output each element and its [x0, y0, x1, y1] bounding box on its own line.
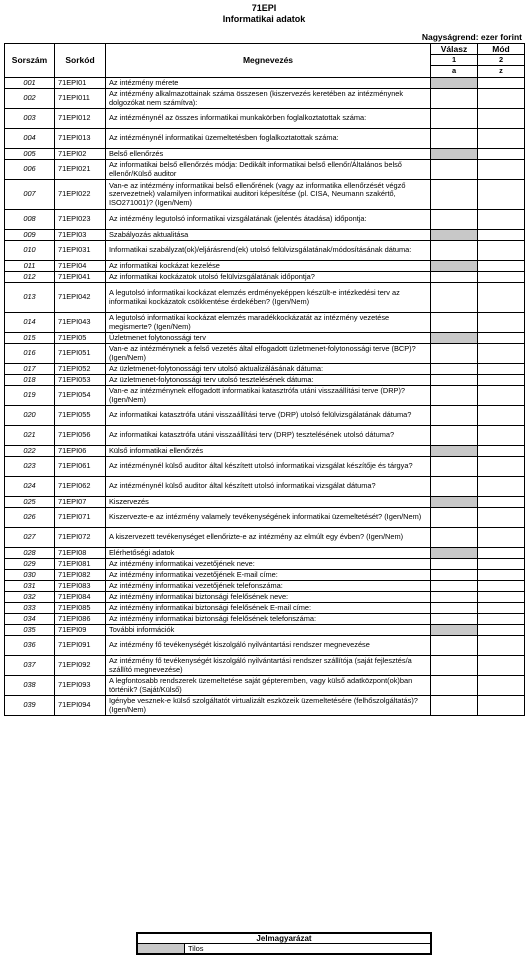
row-description: Kiszervezés	[106, 497, 431, 508]
mode-cell	[478, 313, 525, 333]
row-description: Kiszervezte-e az intézmény valamely tevékenységének informatikai üzemeltetését? (Igen/Nem)	[106, 508, 431, 528]
answer-cell[interactable]	[431, 272, 478, 283]
table-row	[5, 528, 525, 548]
row-code: 71EPI08	[55, 548, 106, 559]
answer-cell[interactable]	[431, 457, 478, 477]
row-description: Az intézmény informatikai vezetőjének neve:	[106, 559, 431, 570]
col-letter-mod: z	[478, 66, 525, 78]
col-header-valasz: Válasz	[431, 44, 478, 55]
table-row	[5, 696, 525, 716]
table-row	[5, 559, 525, 570]
answer-cell[interactable]	[431, 386, 478, 406]
row-code: 71EPI04	[55, 261, 106, 272]
row-description: Van-e az intézménynek a felső vezetés által elfogadott üzletmenet-folytonossági terve (BCP)? (Igen/Nem)	[106, 344, 431, 364]
row-description: A legfontosabb rendszerek üzemeltetése saját gépteremben, vagy külső adatközpont(ok)ban történik? (Saját/Külső)	[106, 676, 431, 696]
row-code: 71EPI052	[55, 364, 106, 375]
row-number: 003	[5, 109, 55, 129]
data-table	[4, 43, 525, 716]
row-code: 71EPI084	[55, 592, 106, 603]
row-description: Az intézménynél külső auditor által készített utolsó informatikai vizsgálat dátuma?	[106, 477, 431, 497]
table-row	[5, 592, 525, 603]
answer-cell[interactable]	[431, 636, 478, 656]
row-code: 71EPI011	[55, 89, 106, 109]
row-description: Az intézmény informatikai biztonsági felelősének neve:	[106, 592, 431, 603]
row-code: 71EPI05	[55, 333, 106, 344]
answer-cell[interactable]	[431, 656, 478, 676]
mode-cell	[478, 528, 525, 548]
row-number: 036	[5, 636, 55, 656]
row-number: 020	[5, 406, 55, 426]
row-description: Az intézménynél az összes informatikai munkakörben foglalkoztatottak száma:	[106, 109, 431, 129]
table-row	[5, 625, 525, 636]
mode-cell	[478, 426, 525, 446]
row-number: 023	[5, 457, 55, 477]
mode-cell	[478, 570, 525, 581]
row-code: 71EPI092	[55, 656, 106, 676]
col-num-mod: 2	[478, 55, 525, 66]
row-code: 71EPI093	[55, 676, 106, 696]
answer-cell[interactable]	[431, 89, 478, 109]
mode-cell	[478, 603, 525, 614]
row-description: Külső informatikai ellenőrzés	[106, 446, 431, 457]
mode-cell	[478, 230, 525, 241]
form-code: 71EPI	[251, 3, 277, 13]
row-code: 71EPI043	[55, 313, 106, 333]
table-row	[5, 386, 525, 406]
table-row	[5, 477, 525, 497]
row-code: 71EPI021	[55, 160, 106, 180]
mode-cell	[478, 636, 525, 656]
row-code: 71EPI041	[55, 272, 106, 283]
row-description: A legutolsó informatikai kockázat elemzés maradékkockázatát az intézmény vezetése megismerte? (Igen/Nem)	[106, 313, 431, 333]
row-number: 035	[5, 625, 55, 636]
row-code: 71EPI056	[55, 426, 106, 446]
col-header-mod: Mód	[478, 44, 525, 55]
col-header-sorszam: Sorszám	[5, 44, 55, 78]
table-row	[5, 457, 525, 477]
mode-cell	[478, 406, 525, 426]
mode-cell	[478, 149, 525, 160]
row-number: 010	[5, 241, 55, 261]
mode-cell	[478, 625, 525, 636]
row-description: Az intézmény fő tevékenységét kiszolgáló nyilvántartási rendszer szállítója (saját fejlesztés/a szállító megnevezése)	[106, 656, 431, 676]
table-row	[5, 581, 525, 592]
answer-cell[interactable]	[431, 313, 478, 333]
row-description: Az intézmény fő tevékenységét kiszolgáló nyilvántartási rendszer megnevezése	[106, 636, 431, 656]
col-header-sorkod: Sorkód	[55, 44, 106, 78]
table-row	[5, 406, 525, 426]
row-code: 71EPI071	[55, 508, 106, 528]
table-row	[5, 261, 525, 272]
row-description: Informatikai szabályzat(ok)/eljárásrend(ek) utolsó felülvizsgálatának/módosításának dátuma:	[106, 241, 431, 261]
table-row	[5, 548, 525, 559]
mode-cell	[478, 581, 525, 592]
mode-cell	[478, 676, 525, 696]
mode-cell	[478, 241, 525, 261]
row-number: 017	[5, 364, 55, 375]
row-description: Belső ellenőrzés	[106, 149, 431, 160]
row-number: 037	[5, 656, 55, 676]
row-number: 011	[5, 261, 55, 272]
row-description: Az informatikai belső ellenőrzés módja: Dedikált informatikai belső ellenőr/Általános belső ellenőr/Külső auditor	[106, 160, 431, 180]
row-number: 007	[5, 180, 55, 210]
mode-cell	[478, 446, 525, 457]
answer-cell[interactable]	[431, 477, 478, 497]
row-number: 006	[5, 160, 55, 180]
forbidden-cell	[431, 261, 478, 272]
row-number: 012	[5, 272, 55, 283]
table-row	[5, 78, 525, 89]
row-number: 022	[5, 446, 55, 457]
table-row	[5, 313, 525, 333]
col-letter-valasz: a	[431, 66, 478, 78]
row-description: Az üzletmenet-folytonossági terv utolsó tesztelésének dátuma:	[106, 375, 431, 386]
table-row	[5, 241, 525, 261]
table-row	[5, 676, 525, 696]
mode-cell	[478, 614, 525, 625]
row-number: 002	[5, 89, 55, 109]
row-code: 71EPI09	[55, 625, 106, 636]
legend-swatch	[137, 944, 185, 955]
mode-cell	[478, 180, 525, 210]
mode-cell	[478, 129, 525, 149]
row-description: Az informatikai kockázat kezelése	[106, 261, 431, 272]
row-description: Van-e az intézménynek elfogadott informatikai katasztrófa utáni visszaállítási terve (DRP)? (Igen/Nem)	[106, 386, 431, 406]
answer-cell[interactable]	[431, 344, 478, 364]
row-number: 031	[5, 581, 55, 592]
mode-cell	[478, 344, 525, 364]
forbidden-cell	[431, 149, 478, 160]
row-number: 033	[5, 603, 55, 614]
answer-cell[interactable]	[431, 210, 478, 230]
row-code: 71EPI061	[55, 457, 106, 477]
mode-cell	[478, 508, 525, 528]
mode-cell	[478, 592, 525, 603]
row-description: További információk	[106, 625, 431, 636]
row-code: 71EPI072	[55, 528, 106, 548]
row-code: 71EPI053	[55, 375, 106, 386]
row-code: 71EPI055	[55, 406, 106, 426]
row-number: 013	[5, 283, 55, 313]
row-description: Az intézmény informatikai biztonsági felelősének telefonszáma:	[106, 614, 431, 625]
mode-cell	[478, 457, 525, 477]
mode-cell	[478, 210, 525, 230]
table-row	[5, 375, 525, 386]
table-row	[5, 364, 525, 375]
row-code: 71EPI06	[55, 446, 106, 457]
row-description: Az intézmény informatikai vezetőjének telefonszáma:	[106, 581, 431, 592]
row-code: 71EPI013	[55, 129, 106, 149]
row-code: 71EPI03	[55, 230, 106, 241]
table-row	[5, 656, 525, 676]
row-description: Az informatikai katasztrófa utáni visszaállítási terve (DRP) utolsó felülvizsgálatának dátuma?	[106, 406, 431, 426]
answer-cell[interactable]	[431, 603, 478, 614]
row-description: Szabályozás aktualitása	[106, 230, 431, 241]
mode-cell	[478, 78, 525, 89]
answer-cell[interactable]	[431, 426, 478, 446]
row-number: 005	[5, 149, 55, 160]
forbidden-cell	[431, 497, 478, 508]
answer-cell[interactable]	[431, 696, 478, 716]
mode-cell	[478, 477, 525, 497]
table-row	[5, 603, 525, 614]
answer-cell[interactable]	[431, 364, 478, 375]
row-description: Az intézmény alkalmazottainak száma összesen (kiszervezés keretében az intézménynek dolgozókat nem számítva):	[106, 89, 431, 109]
row-code: 71EPI022	[55, 180, 106, 210]
table-row	[5, 109, 525, 129]
row-number: 032	[5, 592, 55, 603]
forbidden-cell	[431, 230, 478, 241]
table-row	[5, 129, 525, 149]
row-number: 026	[5, 508, 55, 528]
table-row	[5, 210, 525, 230]
row-code: 71EPI086	[55, 614, 106, 625]
mode-cell	[478, 261, 525, 272]
forbidden-cell	[431, 446, 478, 457]
answer-cell[interactable]	[431, 559, 478, 570]
form-title: Informatikai adatok	[222, 14, 306, 24]
table-row	[5, 180, 525, 210]
table-row	[5, 230, 525, 241]
table-body	[5, 78, 525, 716]
row-number: 009	[5, 230, 55, 241]
answer-cell[interactable]	[431, 129, 478, 149]
row-description: Az intézmény informatikai biztonsági felelősének E-mail címe:	[106, 603, 431, 614]
row-code: 71EPI01	[55, 78, 106, 89]
mode-cell	[478, 109, 525, 129]
row-code: 71EPI062	[55, 477, 106, 497]
row-description: A legutolsó informatikai kockázat elemzés erdményeképpen készült-e intézkedési terv az informatikai kockázatok csökkentése érdekében? (Igen/Nem)	[106, 283, 431, 313]
table-row	[5, 497, 525, 508]
mode-cell	[478, 272, 525, 283]
row-code: 71EPI091	[55, 636, 106, 656]
row-code: 71EPI054	[55, 386, 106, 406]
row-number: 028	[5, 548, 55, 559]
answer-cell[interactable]	[431, 406, 478, 426]
table-row	[5, 508, 525, 528]
row-code: 71EPI012	[55, 109, 106, 129]
row-code: 71EPI031	[55, 241, 106, 261]
row-number: 018	[5, 375, 55, 386]
row-description: Az intézmény informatikai vezetőjének E-mail címe:	[106, 570, 431, 581]
forbidden-cell	[431, 548, 478, 559]
legend	[136, 932, 432, 955]
row-number: 034	[5, 614, 55, 625]
mode-cell	[478, 696, 525, 716]
row-number: 030	[5, 570, 55, 581]
answer-cell[interactable]	[431, 241, 478, 261]
mode-cell	[478, 364, 525, 375]
table-row	[5, 426, 525, 446]
table-row	[5, 160, 525, 180]
answer-cell[interactable]	[431, 528, 478, 548]
row-description: Az üzletmenet-folytonossági terv utolsó aktualizálásának dátuma:	[106, 364, 431, 375]
mode-cell	[478, 89, 525, 109]
forbidden-cell	[431, 333, 478, 344]
row-description: A kiszervezett tevékenységet ellenőrizte-e az intézmény az elmúlt egy évben? (Igen/Nem)	[106, 528, 431, 548]
mode-cell	[478, 375, 525, 386]
row-description: Az intézmény legutolsó informatikai vizsgálatának (jelentés átadása) időpontja:	[106, 210, 431, 230]
answer-cell[interactable]	[431, 508, 478, 528]
row-description: Az informatikai katasztrófa utáni visszaállítási terv (DRP) tesztelésének utolsó dátuma?	[106, 426, 431, 446]
answer-cell[interactable]	[431, 570, 478, 581]
answer-cell[interactable]	[431, 375, 478, 386]
row-number: 008	[5, 210, 55, 230]
table-row	[5, 283, 525, 313]
table-row	[5, 446, 525, 457]
mode-cell	[478, 160, 525, 180]
mode-cell	[478, 656, 525, 676]
unit-label: Nagyságrend: ezer forint	[421, 32, 522, 42]
table-row	[5, 344, 525, 364]
row-description: Az intézmény mérete	[106, 78, 431, 89]
answer-cell[interactable]	[431, 676, 478, 696]
mode-cell	[478, 386, 525, 406]
row-number: 015	[5, 333, 55, 344]
table-row	[5, 149, 525, 160]
row-code: 71EPI023	[55, 210, 106, 230]
row-number: 039	[5, 696, 55, 716]
mode-cell	[478, 333, 525, 344]
row-code: 71EPI02	[55, 149, 106, 160]
answer-cell[interactable]	[431, 592, 478, 603]
row-number: 014	[5, 313, 55, 333]
row-code: 71EPI081	[55, 559, 106, 570]
answer-cell[interactable]	[431, 160, 478, 180]
row-description: Az informatikai kockázatok utolsó felülvizsgálatának időpontja?	[106, 272, 431, 283]
answer-cell[interactable]	[431, 581, 478, 592]
legend-title: Jelmagyarázat	[137, 933, 431, 944]
row-number: 024	[5, 477, 55, 497]
answer-cell[interactable]	[431, 283, 478, 313]
mode-cell	[478, 283, 525, 313]
answer-cell[interactable]	[431, 180, 478, 210]
table-row	[5, 614, 525, 625]
row-number: 025	[5, 497, 55, 508]
row-number: 027	[5, 528, 55, 548]
legend-item-label: Tilos	[185, 944, 432, 955]
row-description: Igénybe vesznek-e külső szolgáltatót virtualizált eszközeik üzemeltetésére (felhőszolgáltatás)? (Igen/Nem)	[106, 696, 431, 716]
row-description: Elérhetőségi adatok	[106, 548, 431, 559]
row-number: 016	[5, 344, 55, 364]
row-number: 019	[5, 386, 55, 406]
mode-cell	[478, 497, 525, 508]
row-number: 038	[5, 676, 55, 696]
col-header-megnevezes: Megnevezés	[106, 44, 431, 78]
table-row	[5, 570, 525, 581]
answer-cell[interactable]	[431, 109, 478, 129]
row-code: 71EPI082	[55, 570, 106, 581]
answer-cell[interactable]	[431, 614, 478, 625]
forbidden-cell	[431, 78, 478, 89]
table-row	[5, 89, 525, 109]
row-description: Az intézménynél külső auditor által készített utolsó informatikai vizsgálat készítője és tárgya?	[106, 457, 431, 477]
table-row	[5, 333, 525, 344]
table-row	[5, 272, 525, 283]
mode-cell	[478, 548, 525, 559]
row-description: Van-e az intézmény informatikai belső ellenőrének (vagy az informatika ellenőrzését végző szervezetnek) valamilyen informatikai auditori képesítése (pl. CISA, Neumann szakértő, ISO271001)? (Igen/Nem)	[106, 180, 431, 210]
row-description: Az intézménynél informatikai üzemeltetésben foglalkoztatottak száma:	[106, 129, 431, 149]
row-number: 001	[5, 78, 55, 89]
table-row	[5, 636, 525, 656]
mode-cell	[478, 559, 525, 570]
row-number: 004	[5, 129, 55, 149]
row-code: 71EPI07	[55, 497, 106, 508]
row-code: 71EPI083	[55, 581, 106, 592]
col-num-valasz: 1	[431, 55, 478, 66]
row-code: 71EPI042	[55, 283, 106, 313]
row-number: 021	[5, 426, 55, 446]
row-code: 71EPI051	[55, 344, 106, 364]
row-code: 71EPI094	[55, 696, 106, 716]
row-description: Üzletmenet folytonossági terv	[106, 333, 431, 344]
forbidden-cell	[431, 625, 478, 636]
row-code: 71EPI085	[55, 603, 106, 614]
row-number: 029	[5, 559, 55, 570]
